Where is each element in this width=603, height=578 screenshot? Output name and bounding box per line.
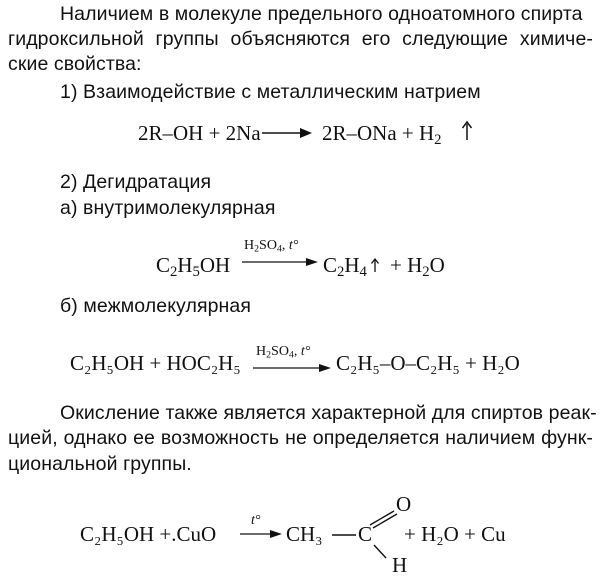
hydrogen-bond-line xyxy=(372,544,390,560)
condition-comma: , xyxy=(293,344,298,359)
condition-so: SO xyxy=(271,344,289,359)
gas-up-arrow-icon xyxy=(461,121,473,141)
equation-sodium-right xyxy=(322,120,442,149)
condition-comma: , xyxy=(281,238,286,253)
condition-sub-2: 2 xyxy=(266,349,272,361)
reactant-oh: OH xyxy=(199,253,231,277)
equation-intra-product-1 xyxy=(323,252,367,281)
gas-up-arrow-icon xyxy=(370,258,380,273)
reactant-sub-5: 5 xyxy=(192,264,200,281)
equation-sodium-left: 2R–OH + 2Na xyxy=(138,121,261,145)
section-2b-label: б) межмолекулярная xyxy=(60,295,252,317)
product-sub-4: 4 xyxy=(359,264,367,281)
condition-temperature: t° xyxy=(300,344,311,359)
condition-sub-2: 2 xyxy=(254,243,260,255)
equation-intra-reactant xyxy=(156,252,231,281)
condition-h: H xyxy=(244,238,255,253)
reaction-arrow-icon xyxy=(242,256,318,268)
equation-sodium-h2-subscript: 2 xyxy=(434,132,442,149)
reactant-sub-2: 2 xyxy=(170,264,178,281)
equation-ox-ch3: CH₃ xyxy=(286,522,323,546)
equation-sodium-right-text: 2R–ONa + H xyxy=(322,121,435,145)
product-h: H xyxy=(344,253,360,277)
equation-inter-left: C₂H₅OH + HOC₂H₅ xyxy=(70,351,241,375)
intro-line-2: гидроксильной группы объясняются его следующие химиче- xyxy=(8,28,593,50)
water-h: + H xyxy=(390,253,423,277)
ox-condition-temperature: t° xyxy=(251,513,261,528)
equation-inter-right: C₂H₅–O–C₂H₅ + H₂O xyxy=(336,351,520,375)
condition-sub-4: 4 xyxy=(276,243,282,255)
product-sub-2: 2 xyxy=(337,264,345,281)
equation-ox-carbon: C xyxy=(358,522,373,546)
oxidation-line-3: циональной группы. xyxy=(8,453,192,475)
section-2-heading: 2) Дегидратация xyxy=(60,171,212,193)
oxidation-line-2: цией, однако ее возможность не определяется наличием функ- xyxy=(8,427,593,449)
reactant-h: H xyxy=(177,253,193,277)
single-bond-line xyxy=(332,533,358,537)
double-bond-lines xyxy=(368,508,398,528)
reactant-c: C xyxy=(156,253,171,277)
equation-intra-product-2 xyxy=(390,252,445,281)
reaction-arrow-icon xyxy=(253,362,331,374)
oxidation-line-1: Окисление также является характерной для спиртов реак- xyxy=(60,402,597,424)
equation-ox-products: + H₂O + Cu xyxy=(404,522,506,546)
section-2a-label: а) внутримолекулярная xyxy=(60,197,276,219)
equation-inter-condition xyxy=(256,344,310,360)
condition-temperature: t° xyxy=(288,238,299,253)
equation-ox-condition xyxy=(251,513,261,529)
reaction-arrow-icon xyxy=(262,126,312,140)
equation-ox-left: C₂H₅OH +.CuO xyxy=(80,522,217,546)
water-o: O xyxy=(429,253,445,277)
reaction-arrow-icon xyxy=(240,528,282,540)
condition-h: H xyxy=(256,344,267,359)
product-c: C xyxy=(323,253,338,277)
water-sub-2: 2 xyxy=(422,264,430,281)
equation-intra-condition xyxy=(244,238,298,254)
intro-line-1: Наличием в молекуле предельного одноатомного спирта xyxy=(60,3,583,25)
condition-sub-4: 4 xyxy=(288,349,294,361)
equation-ox-hydrogen: H xyxy=(392,553,408,577)
equation-ox-oxygen: O xyxy=(396,492,412,516)
section-1-heading: 1) Взаимодействие с металлическим натрием xyxy=(60,81,481,103)
condition-so: SO xyxy=(259,238,277,253)
intro-line-3: ские свойства: xyxy=(8,53,142,75)
